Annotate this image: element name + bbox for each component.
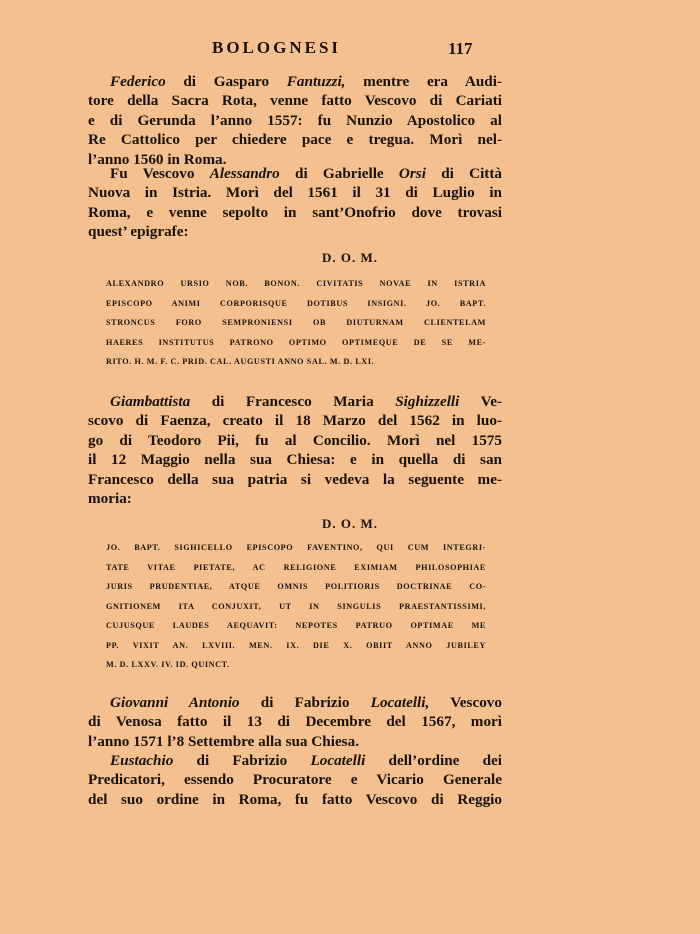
text-line: Predicatori, essendo Procuratore e Vicario Generale	[88, 771, 502, 789]
epitaph-line: TATE VITAE PIETATE, AC RELIGIONE EXIMIAM PHILOSOPHIAE	[106, 562, 486, 572]
text-line: il 12 Maggio nella sua Chiesa: e in quella di san	[88, 451, 502, 469]
text-line: quest’ epigrafe:	[88, 223, 189, 241]
text-line: di Venosa fatto il 13 di Decembre del 1567, morì	[88, 713, 502, 731]
paragraph-alessandro	[88, 164, 502, 242]
text-line: Roma, e venne sepolto in sant’Onofrio dove trovasi	[88, 203, 502, 221]
epitaph-line: GNITIONEM ITA CONJUXIT, UT IN SINGULIS PRAESTANTISSIMI,	[106, 601, 486, 611]
text-line: del suo ordine in Roma, fu fatto Vescovo di Reggio	[88, 790, 502, 808]
epitaph-line: JURIS PRUDENTIAE, ATQUE OMNIS POLITIORIS DOCTRINAE CO-	[106, 582, 486, 591]
page-number: 117	[448, 39, 473, 58]
text-line: Re Cattolico per chiedere pace e tregua. Morì nel-	[88, 131, 502, 149]
paragraph-giovanni-antonio	[88, 693, 502, 751]
epitaph-line: STRONCUS FORO SEMPRONIENSI OB DIUTURNAM CLIENTELAM	[106, 318, 486, 327]
dom-heading: D. O. M.	[321, 516, 379, 531]
text-line: moria:	[88, 490, 132, 508]
epitaph-line: EPISCOPO ANIMI CORPORISQUE DOTIBUS INSIGNI. JO. BAPT.	[106, 298, 486, 308]
epitaph-line: PP. VIXIT AN. LXVIII. MEN. IX. DIE X. OBIIT ANNO JUBILEY	[106, 640, 486, 650]
page-header	[0, 38, 700, 62]
paragraph-eustachio	[88, 751, 502, 809]
text-line: Fu Vescovo Alessandro di Gabrielle Orsi di Città	[110, 165, 502, 182]
paragraph-federico	[88, 72, 502, 169]
text-line: l’anno 1560 in Roma.	[88, 150, 227, 168]
text-line: scovo di Faenza, creato il 18 Marzo del 1562 in luo-	[88, 412, 502, 430]
epitaph-line: ALEXANDRO URSIO NOB. BONON. CIVITATIS NOVAE IN ISTRIA	[106, 279, 486, 288]
text-line: tore della Sacra Rota, venne fatto Vescovo di Cariati	[88, 92, 502, 110]
dom-heading: D. O. M.	[321, 250, 379, 265]
epitaph-ursio	[106, 274, 486, 372]
text-line: l’anno 1571 l’8 Settembre alla sua Chiesa.	[88, 732, 359, 750]
text-line: Francesco della sua patria si vedeva la seguente me-	[88, 470, 502, 488]
text-line: Nuova in Istria. Morì del 1561 il 31 di Luglio in	[88, 184, 502, 202]
epitaph-sighicello	[106, 538, 486, 675]
running-head: BOLOGNESI	[212, 38, 342, 57]
text-line: Eustachio di Fabrizio Locatelli dell’ordine dei	[110, 752, 503, 769]
text-line: go di Teodoro Pii, fu al Concilio. Morì nel 1575	[88, 431, 502, 449]
epitaph-line: CUJUSQUE LAUDES AEQUAVIT: NEPOTES PATRUO OPTIMAE ME	[106, 621, 486, 630]
text-line: Giambattista di Francesco Maria Sighizzelli Ve-	[110, 393, 502, 410]
epitaph-line: RITO. H. M. F. C. PRID. CAL. AUGUSTI ANNO SAL. M. D. LXI.	[106, 357, 375, 366]
paragraph-giambattista	[88, 392, 502, 508]
epitaph-line: JO. BAPT. SIGHICELLO EPISCOPO FAVENTINO, QUI CUM INTEGRI-	[106, 543, 486, 552]
text-line: Federico di Gasparo Fantuzzi, mentre era Audi-	[110, 73, 502, 90]
epitaph-line: HAERES INSTITUTUS PATRONO OPTIMO OPTIMEQUE DE SE ME-	[106, 337, 486, 347]
epitaph-line: M. D. LXXV. IV. ID. QUINCT.	[106, 660, 230, 669]
text-line: Giovanni Antonio di Fabrizio Locatelli, Vescovo	[110, 694, 502, 711]
text-line: e di Gerunda l’anno 1557: fu Nunzio Apostolico al	[88, 111, 502, 129]
